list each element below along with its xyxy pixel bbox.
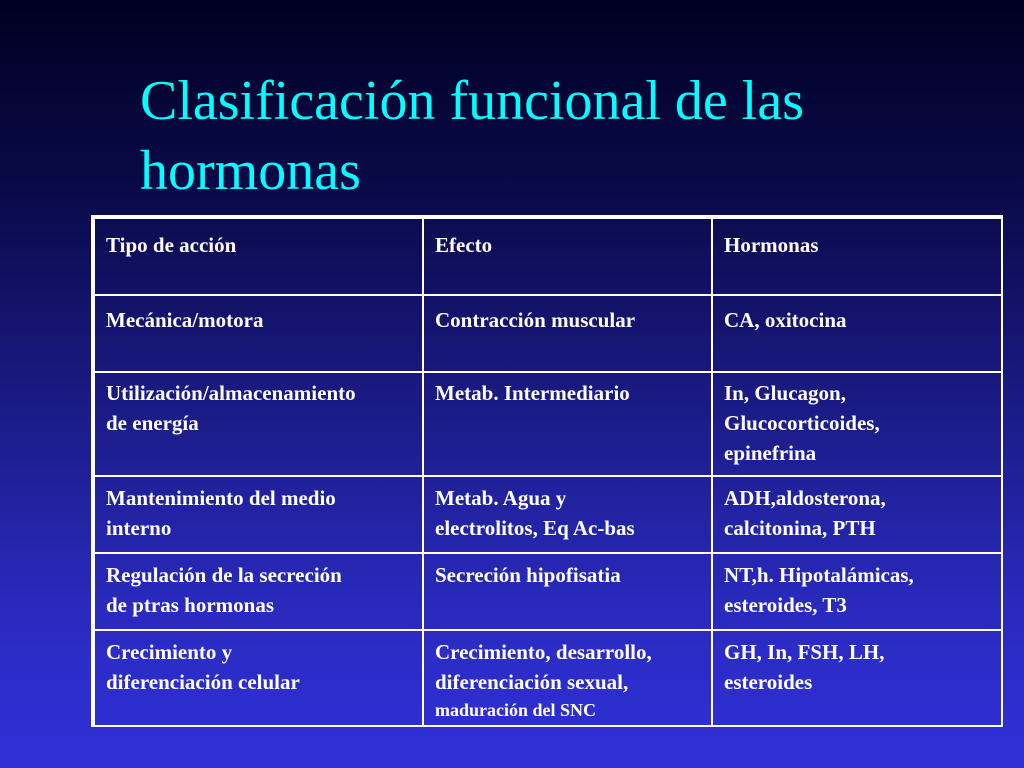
cell-hormonas: NT,h. Hipotalámicas, esteroides, T3 [712, 553, 1002, 630]
table-row [94, 553, 1002, 630]
header-cell-hormonas: Hormonas [712, 218, 1002, 295]
slide-title-line1: Clasificación funcional de las [140, 70, 804, 132]
cell-hormonas: GH, In, FSH, LH, esteroides [712, 630, 1002, 726]
slide-title [140, 66, 1000, 206]
cell-hormonas: ADH,aldosterona, calcitonina, PTH [712, 476, 1002, 553]
cell-tipo: Crecimiento y diferenciación celular [94, 630, 423, 726]
table-row [94, 295, 1002, 372]
cell-efecto: Metab. Agua y electrolitos, Eq Ac-bas [423, 476, 712, 553]
header-cell-tipo: Tipo de acción [94, 218, 423, 295]
cell-hormonas: In, Glucagon, Glucocorticoides, epinefrina [712, 372, 1002, 476]
hormone-classification-table [93, 217, 1003, 727]
cell-tipo: Utilización/almacenamiento de energía [94, 372, 423, 476]
table-header-row [94, 218, 1002, 295]
cell-tipo: Mantenimiento del medio interno [94, 476, 423, 553]
slide-title-line2: hormonas [140, 140, 361, 202]
cell-tipo: Mecánica/motora [94, 295, 423, 372]
cell-efecto: Contracción muscular [423, 295, 712, 372]
table-row [94, 372, 1002, 476]
table-row [94, 630, 1002, 726]
cell-efecto: Secreción hipofisatia [423, 553, 712, 630]
cell-efecto: Crecimiento, desarrollo, diferenciación sexual, maduración del SNC [423, 630, 712, 726]
header-cell-efecto: Efecto [423, 218, 712, 295]
cell-tipo: Regulación de la secreción de ptras hormonas [94, 553, 423, 630]
table-row [94, 476, 1002, 553]
cell-hormonas: CA, oxitocina [712, 295, 1002, 372]
cell-efecto: Metab. Intermediario [423, 372, 712, 476]
hormone-classification-table-frame [91, 215, 1003, 727]
